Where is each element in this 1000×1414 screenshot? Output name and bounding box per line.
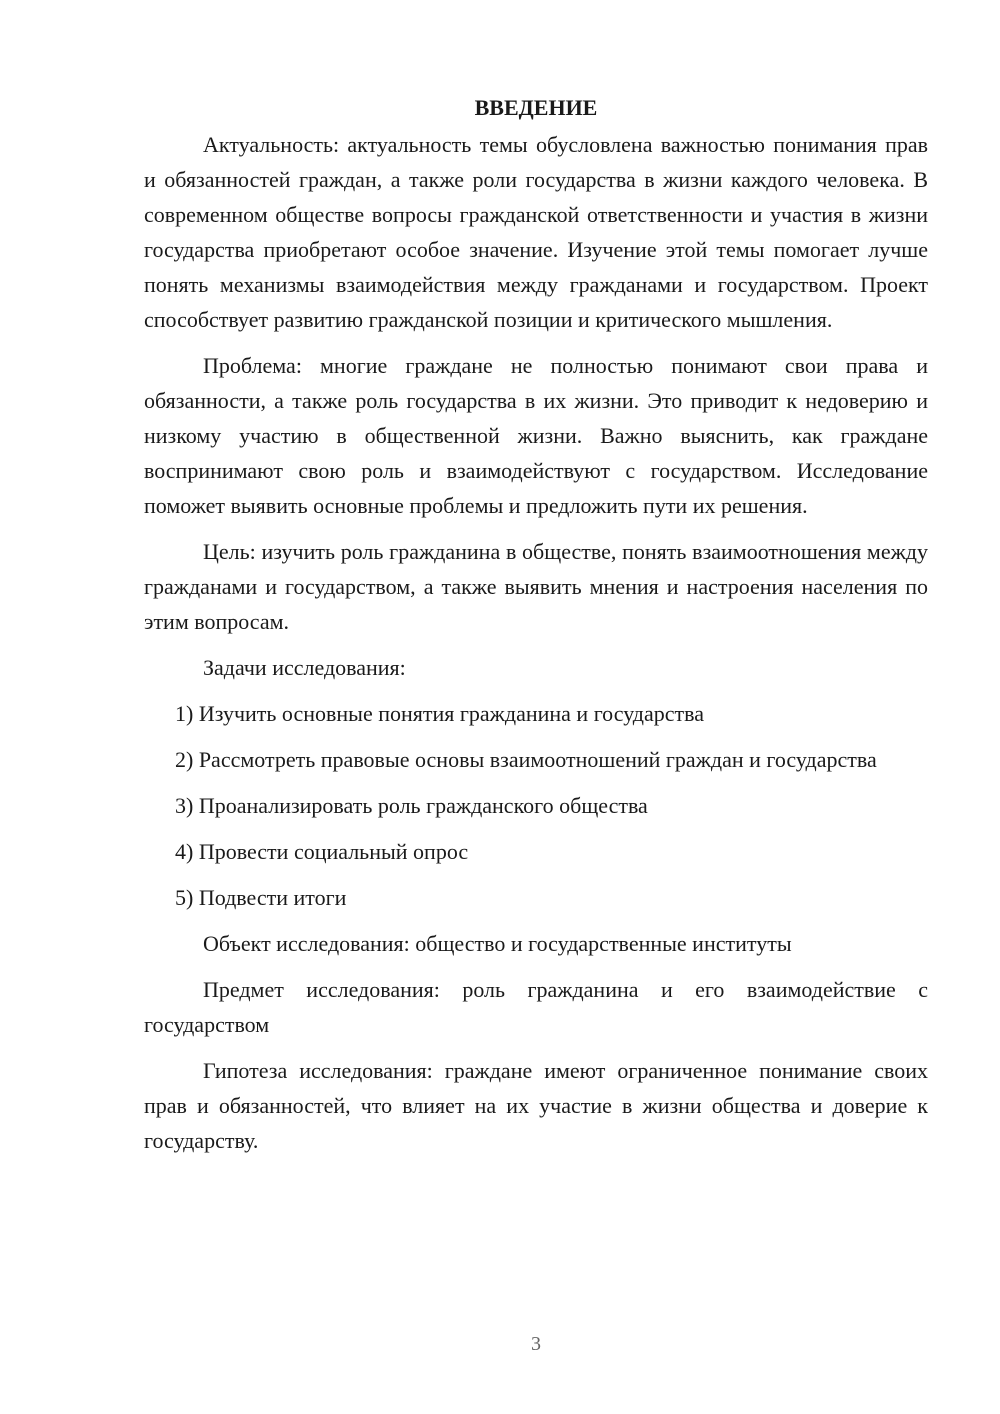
document-page <box>144 90 928 1169</box>
hypothesis-paragraph: Гипотеза исследования: граждане имеют ограниченное понимание своих прав и обязанностей, что влияет на их участие в жизни общества и доверие к государству. <box>144 1058 928 1153</box>
page-number: 3 <box>531 1333 541 1355</box>
goal-paragraph: Цель: изучить роль гражданина в обществе, понять взаимоотношения между гражданами и государством, а также выявить мнения и настроения населения по этим вопросам. <box>144 539 928 634</box>
task-item-3: 3) Проанализировать роль гражданского общества <box>175 793 648 818</box>
tasks-heading: Задачи исследования: <box>203 655 406 680</box>
object-paragraph: Объект исследования: общество и государственные институты <box>203 931 792 956</box>
task-item-4: 4) Провести социальный опрос <box>175 839 469 864</box>
relevance-paragraph: Актуальность: актуальность темы обусловлена важностью понимания прав и обязанностей граждан, а также роли государства в жизни каждого человека. В современном обществе вопросы гражданской ответственности и участия в жизни государства приобретают особое значение. Изучение этой темы помогает лучше понять механизмы взаимодействия между гражданами и государством. Проект способствует развитию гражданской позиции и критического мышления. <box>144 132 928 332</box>
task-item-1: 1) Изучить основные понятия гражданина и государства <box>175 701 705 726</box>
task-item-2: 2) Рассмотреть правовые основы взаимоотношений граждан и государства <box>175 747 877 772</box>
task-item-5: 5) Подвести итоги <box>175 885 347 910</box>
problem-paragraph: Проблема: многие граждане не полностью понимают свои права и обязанности, а также роль государства в их жизни. Это приводит к недоверию и низкому участию в общественной жизни. Важно выяснить, как граждане воспринимают свою роль и взаимодействуют с государством. Исследование поможет выявить основные проблемы и предложить пути их решения. <box>144 353 928 518</box>
subject-paragraph: Предмет исследования: роль гражданина и его взаимодействие с государством <box>144 977 928 1037</box>
page-title: ВВЕДЕНИЕ <box>474 95 598 120</box>
